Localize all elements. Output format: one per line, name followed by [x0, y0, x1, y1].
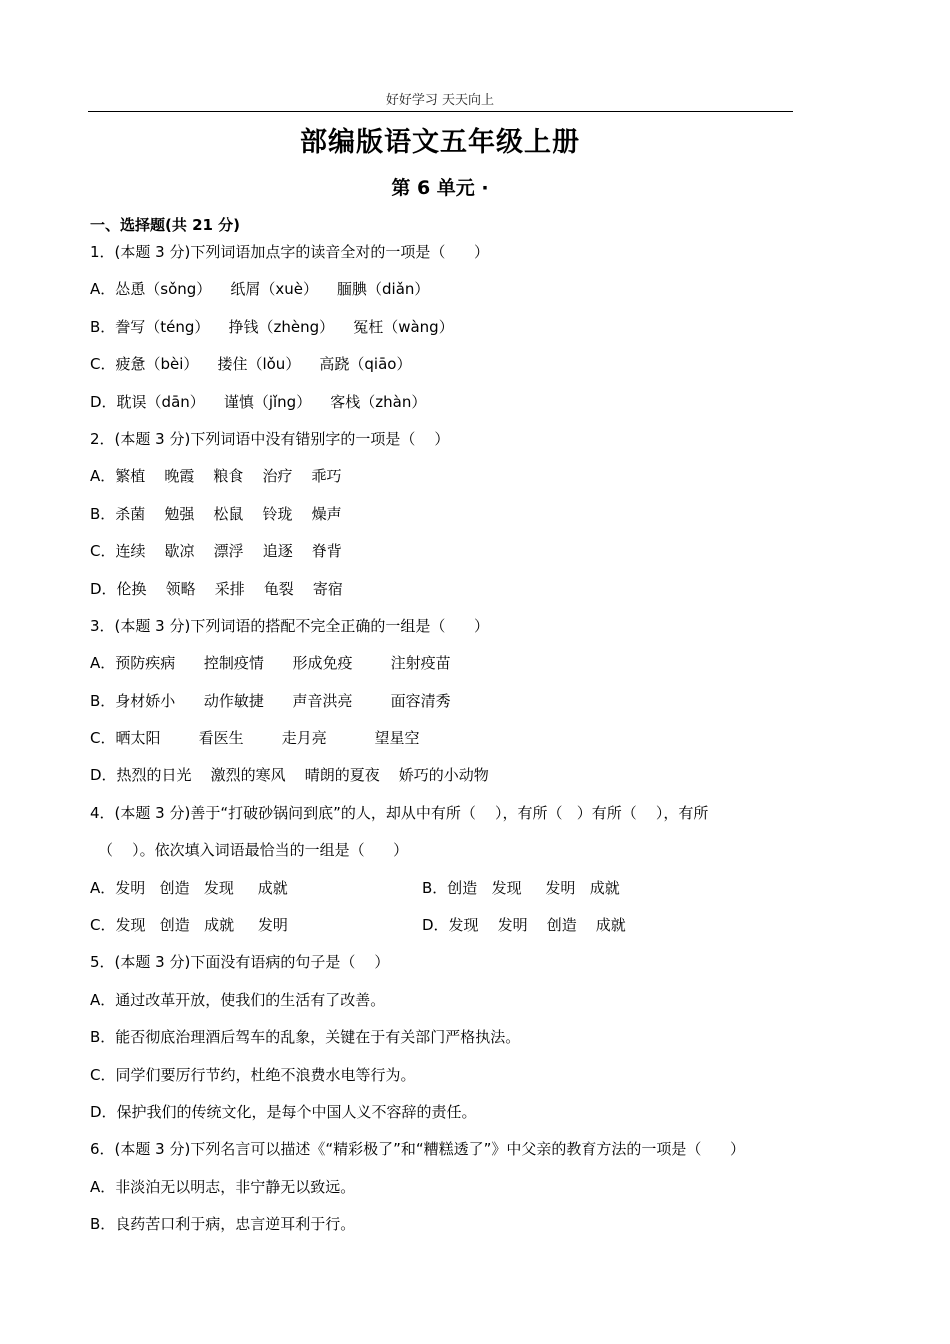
- question-4-option-row-1: [90, 876, 880, 913]
- question-1-option-b: B．誊写（téng） 挣钱（zhèng） 冤枉（wàng）: [90, 317, 454, 336]
- question-5-option-b: B．能否彻底治理酒后驾车的乱象，关键在于有关部门严格执法。: [90, 1028, 521, 1047]
- question-5-option-c: C．同学们要厉行节约，杜绝不浪费水电等行为。: [90, 1065, 416, 1084]
- question-list: [90, 213, 880, 1250]
- question-3-stem: 3．(本题 3 分)下列词语的搭配不完全正确的一组是（ ）: [90, 616, 489, 635]
- question-2-stem: 2．(本题 3 分)下列词语中没有错别字的一项是（ ）: [90, 429, 450, 448]
- question-5-stem: 5．(本题 3 分)下面没有语病的句子是（ ）: [90, 953, 390, 972]
- question-4-option-c: C．发现 创造 成就 发明: [90, 916, 288, 935]
- question-5-option-a: A．通过改革开放，使我们的生活有了改善。: [90, 990, 386, 1009]
- question-4-stem: 4．(本题 3 分)善于“打破砂锅问到底”的人，却从中有所（ ），有所（ ）有所（ ），有所: [90, 803, 709, 822]
- question-1-option-d: D．耽误（dān） 谨慎（jǐng） 客栈（zhàn）: [90, 392, 427, 411]
- question-2-option-b: B．杀菌 勉强 松鼠 铃珑 燥声: [90, 504, 342, 523]
- question-4-option-row-2: [90, 913, 880, 950]
- question-1-stem: 1．(本题 3 分)下列词语加点字的读音全对的一项是（ ）: [90, 243, 489, 261]
- question-6-option-a: A．非淡泊无以明志，非宁静无以致远。: [90, 1177, 356, 1196]
- question-4-stem-continued: （ ）。依次填入词语最恰当的一组是（ ）: [98, 841, 409, 860]
- page-title: 部编版语文五年级上册: [300, 127, 580, 158]
- question-1-option-a: A．怂恿（sǒng） 纸屑（xuè） 腼腆（diǎn）: [90, 280, 430, 299]
- question-4-option-d: D．发现 发明 创造 成就: [422, 916, 626, 935]
- unit-subtitle: 第 6 单元 ·: [391, 177, 489, 199]
- question-2-option-d: D．伦换 领略 采排 龟裂 寄宿: [90, 579, 343, 598]
- question-2-option-a: A．繁植 晚霞 粮食 治疗 乖巧: [90, 467, 342, 486]
- header-motto: 好好学习 天天向上: [385, 93, 495, 108]
- question-4-option-b: B．创造 发现 发明 成就: [422, 878, 620, 897]
- question-3-option-c: C．晒太阳 看医生 走月亮 望星空: [90, 729, 420, 748]
- question-3-option-a: A．预防疾病 控制疫情 形成免疫 注射疫苗: [90, 654, 451, 673]
- question-3-option-d: D．热烈的日光 激烈的寒风 晴朗的夏夜 娇巧的小动物: [90, 766, 489, 785]
- question-5-option-d: D．保护我们的传统文化，是每个中国人义不容辞的责任。: [90, 1102, 477, 1121]
- section-heading: 一、选择题(共 21 分): [90, 216, 241, 234]
- question-6-stem: 6．(本题 3 分)下列名言可以描述《“精彩极了”和“糟糕透了”》中父亲的教育方法的一项是（ ）: [90, 1140, 746, 1159]
- header-rule: [88, 111, 793, 112]
- question-3-option-b: B．身材娇小 动作敏捷 声音洪亮 面容清秀: [90, 691, 451, 710]
- question-1-option-c: C．疲惫（bèi） 搂住（lǒu） 高跷（qiāo）: [90, 355, 412, 374]
- question-4-option-a: A．发明 创造 发现 成就: [90, 878, 288, 897]
- question-6-option-b: B．良药苦口利于病，忠言逆耳利于行。: [90, 1215, 356, 1234]
- question-2-option-c: C．连续 歇凉 漂浮 追逐 脊背: [90, 542, 342, 561]
